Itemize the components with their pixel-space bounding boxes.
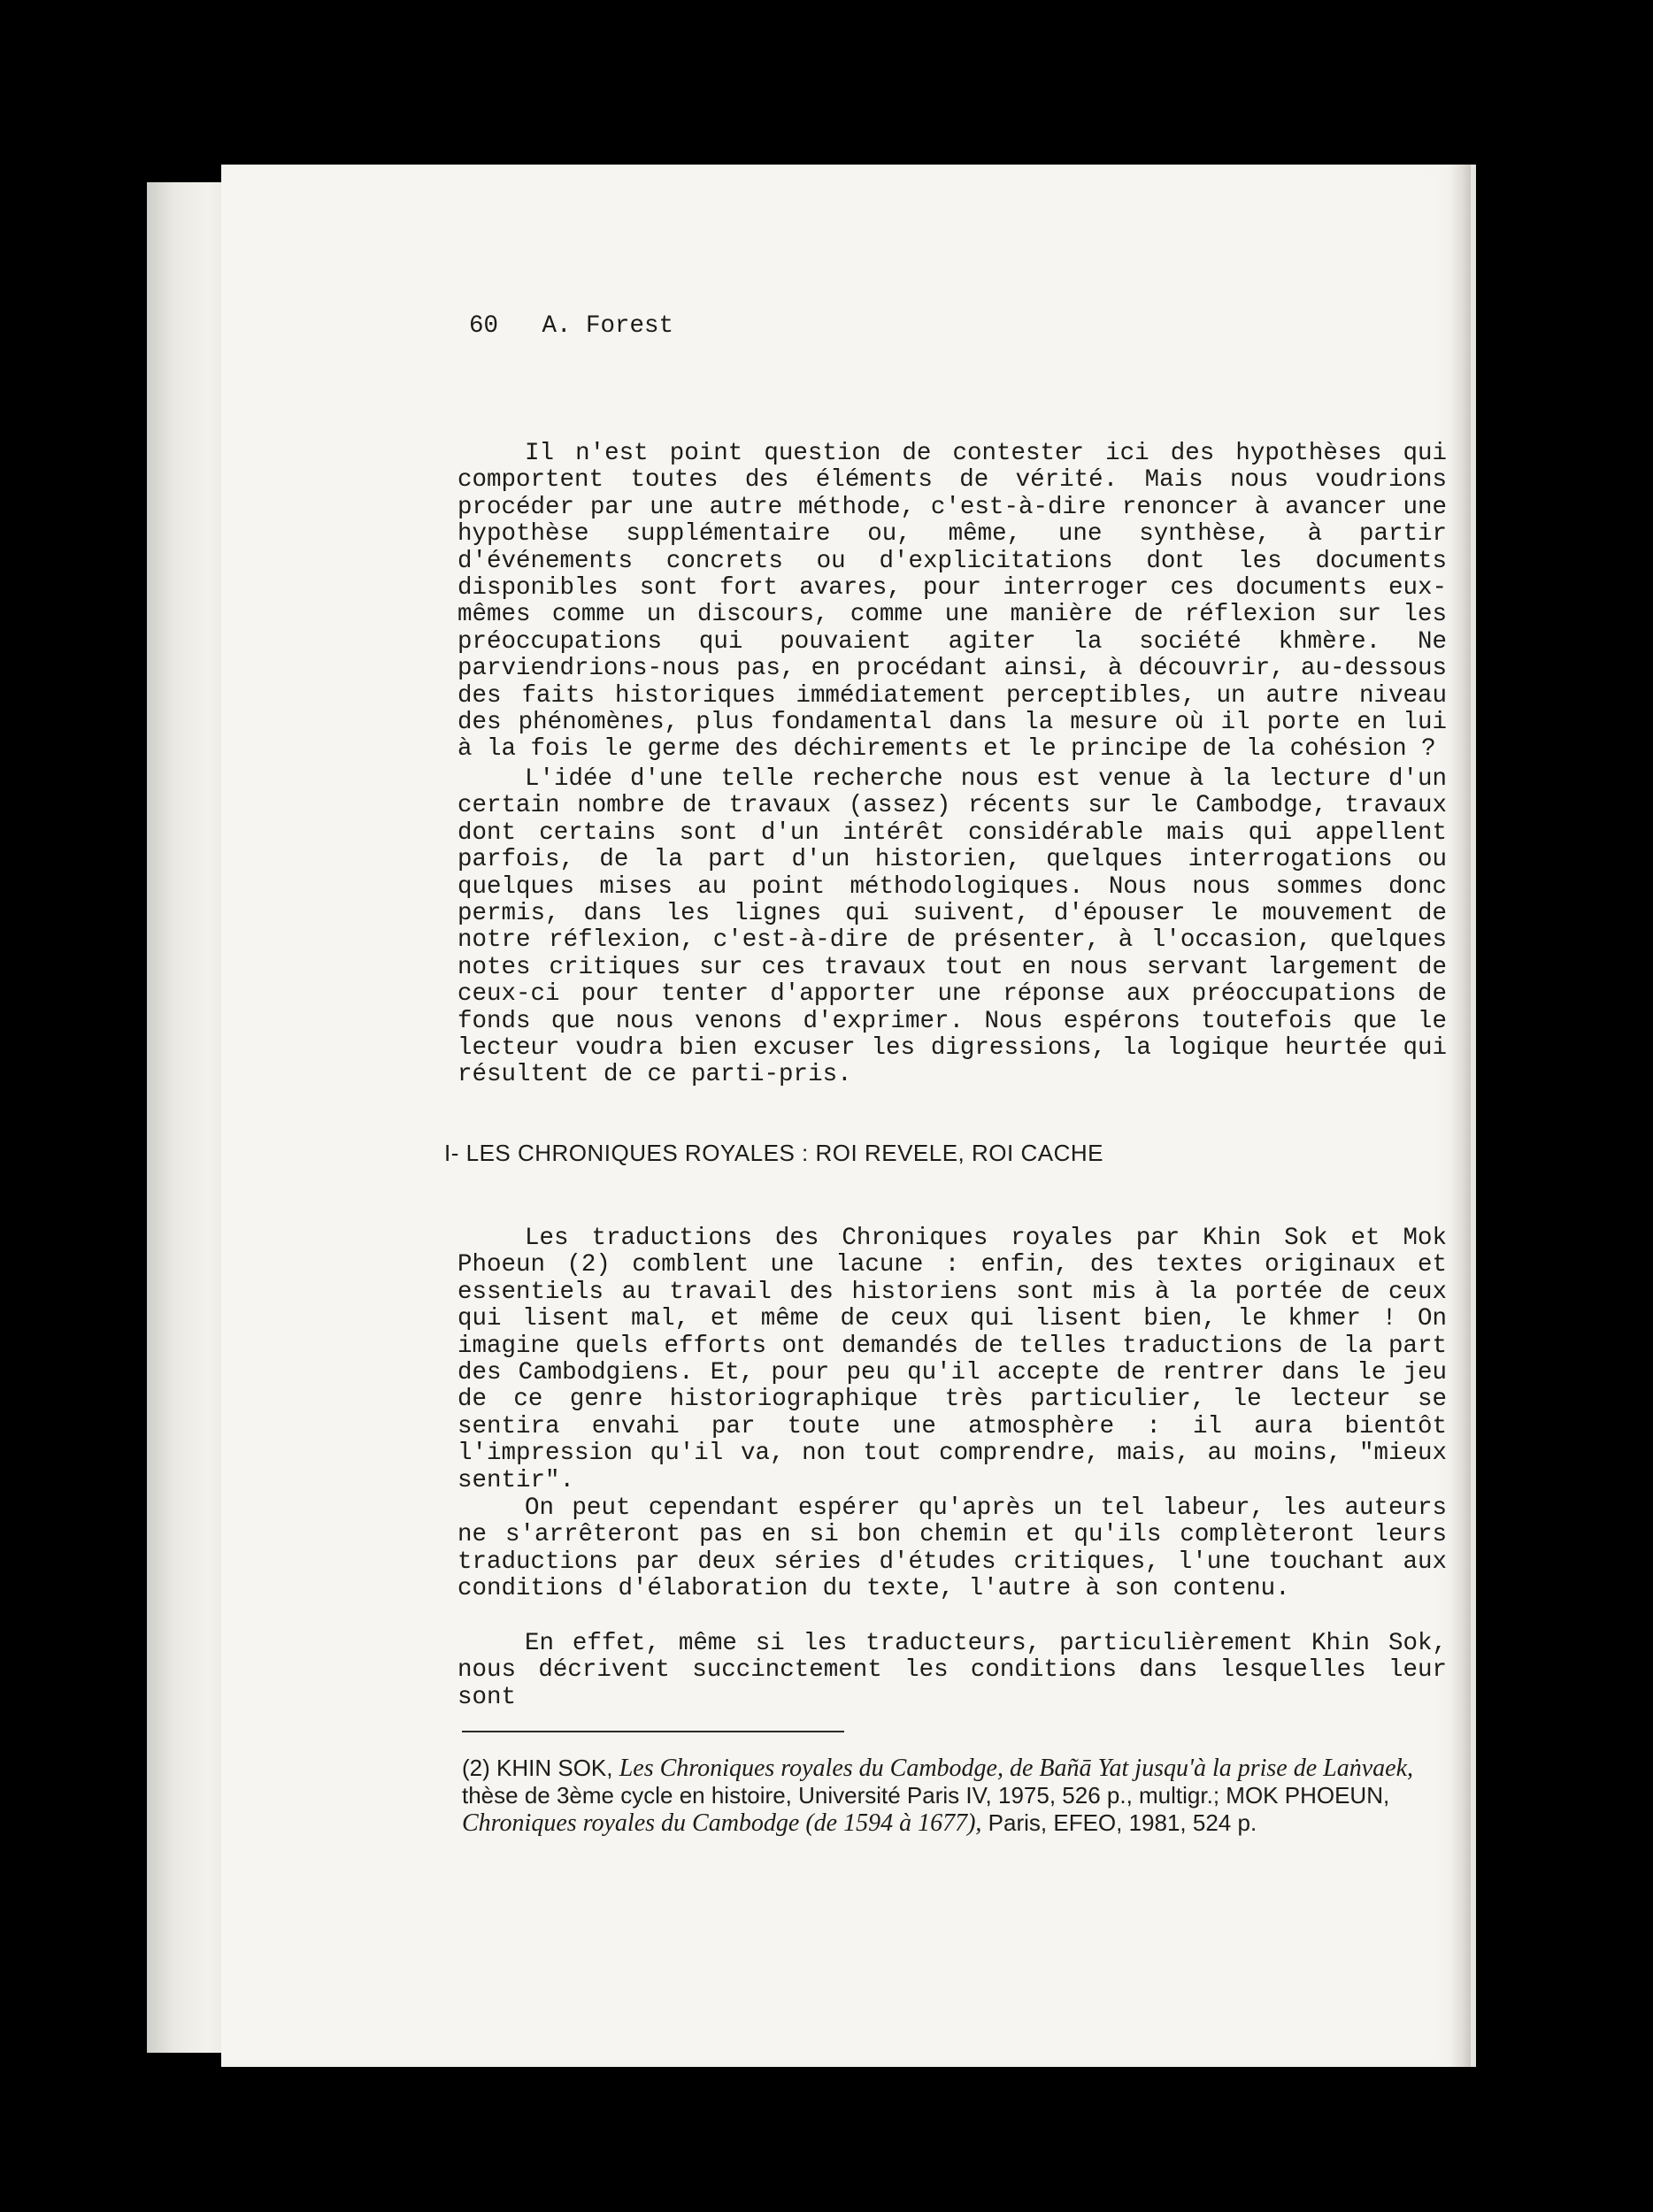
page-gutter-shadow (1451, 165, 1471, 2067)
footnote (462, 1755, 1449, 1837)
footnote-divider (462, 1731, 844, 1732)
page-number: 60 (469, 312, 499, 340)
footnote-number: (2) (462, 1755, 490, 1781)
section-paragraph-1: Les traductions des Chroniques royales par Khin Sok et Mok Phoeun (2) comblent une lacune : enfin, des textes originaux et essentiels au travail des historiens sont mis à la portée de ceux qui lisent mal, et même de ceux qui lisent bien, le khmer ! On imagine quels efforts ont demandés de telles traductions de la part des Cambodgiens. Et, pour peu qu'il accepte de rentrer dans le jeu de ce genre historiographique très particulier, le lecteur se sentira envahi par toute une atmosphère : il aura bientôt l'impression qu'il va, non tout comprendre, mais, au moins, "mieux sentir". (457, 1225, 1447, 1494)
paragraph-2: L'idée d'une telle recherche nous est venue à la lecture d'un certain nombre de travaux (assez) récents sur le Cambodge, travaux dont certains sont d'un intérêt considérable mais qui appellent parfois, de la part d'un historien, quelques interrogations ou quelques mises au point méthodologiques. Nous nous sommes donc permis, dans les lignes qui suivent, d'épouser le mouvement de notre réflexion, c'est-à-dire de présenter, à l'occasion, quelques notes critiques sur ces travaux tout en nous servant largement de ceux-ci pour tenter d'apporter une réponse aux préoccupations de fonds que nous venons d'exprimer. Nous espérons toutefois que le lecteur voudra bien excuser les digressions, la logique heurtée qui résultent de ce parti-pris. (457, 765, 1447, 1089)
footnote-title-1: Les Chroniques royales du Cambodge, de Bañā Yat jusqu'à la prise de Laṅvaek, (619, 1755, 1414, 1782)
footnote-title-2: Chroniques royales du Cambodge (de 1594 à 1677), (462, 1809, 982, 1837)
section-paragraph-3: En effet, même si les traducteurs, particulièrement Khin Sok, nous décrivent succinctement les conditions dans lesquelles leur sont (457, 1630, 1447, 1711)
footnote-author-2: MOK PHOEUN, (1226, 1782, 1390, 1809)
section-heading: I- LES CHRONIQUES ROYALES : ROI REVELE, ROI CACHE (444, 1140, 1103, 1166)
section-paragraph-2: On peut cependant espérer qu'après un tel labeur, les auteurs ne s'arrêteront pas en si bon chemin et qu'ils complèteront leurs traductions par deux séries d'études critiques, l'une touchant aux conditions d'élaboration du texte, l'autre à son contenu. (457, 1494, 1447, 1603)
footnote-author-1: KHIN SOK, (496, 1755, 613, 1781)
paragraph-1: Il n'est point question de contester ici des hypothèses qui comportent toutes des éléments de vérité. Mais nous voudrions procéder par une autre méthode, c'est-à-dire renoncer à avancer une hypothèse supplémentaire ou, même, une synthèse, à partir d'événements concrets ou d'explicitations dont les documents disponibles sont fort avares, pour interroger ces documents eux-mêmes comme un discours, comme une manière de réflexion sur les préoccupations qui pouvaient agiter la société khmère. Ne parviendrions-nous pas, en procédant ainsi, à découvrir, au-dessous des faits historiques immédiatement perceptibles, un autre niveau des phénomènes, plus fondamental dans la mesure où il porte en lui à la fois le germe des déchirements et le principe de la cohésion ? (457, 440, 1447, 764)
header-author: A. Forest (542, 312, 674, 340)
footnote-detail-1: thèse de 3ème cycle en histoire, Université Paris IV, 1975, 526 p., multigr.; (462, 1782, 1220, 1809)
footnote-detail-2: Paris, EFEO, 1981, 524 p. (988, 1809, 1257, 1836)
running-header (469, 313, 673, 340)
